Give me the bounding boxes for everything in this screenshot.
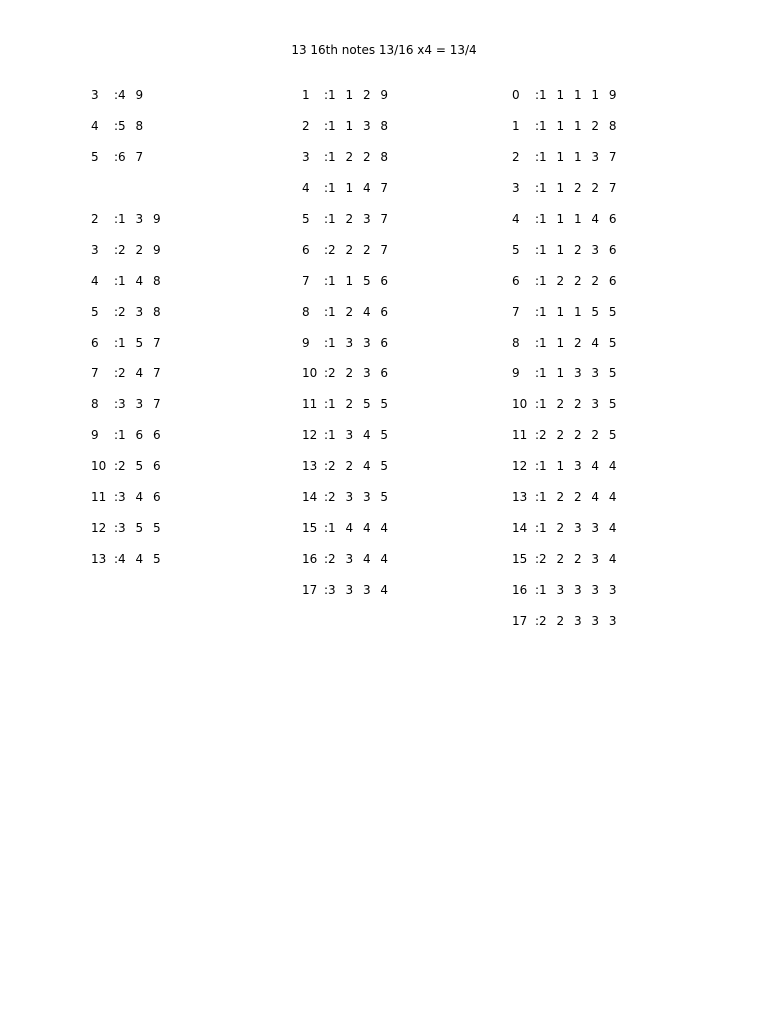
row-number: 15: [302, 521, 318, 536]
row-number: 4: [512, 211, 520, 226]
row-number: 10: [91, 459, 107, 474]
row-partition: :1 1 1 1 9: [535, 88, 617, 102]
list-item: [512, 84, 616, 115]
row-number: 13: [512, 490, 528, 505]
row-partition: :2 3 3 5: [324, 490, 389, 505]
list-item: [302, 486, 388, 517]
row-number: 3: [302, 149, 310, 164]
row-number: 6: [302, 242, 310, 257]
row-partition: :1 1 3 4 4: [535, 459, 617, 474]
list-item: [302, 517, 388, 548]
row-partition: :2 3 8: [114, 304, 161, 319]
row-number: 1: [512, 118, 520, 133]
list-item: [91, 146, 161, 177]
list-item: [512, 486, 616, 517]
list-item: [91, 208, 161, 239]
row-partition: :4 4 5: [114, 552, 161, 567]
row-partition: :3 4 6: [114, 490, 161, 505]
row-partition: :1 2 4 6: [324, 304, 389, 319]
row-partition: :1 2 3 3 4: [535, 521, 617, 536]
list-item: [91, 486, 161, 517]
row-number: 3: [512, 180, 520, 195]
row-partition: :2 2 2 3 4: [535, 552, 617, 567]
list-item: [512, 332, 616, 363]
row-partition: :1 1 2 3 6: [535, 242, 617, 257]
row-partition: :1 4 4 4: [324, 521, 389, 536]
list-item: [302, 146, 388, 177]
row-partition: :1 1 2 2 7: [535, 180, 617, 195]
row-partition: :3 5 5: [114, 521, 161, 536]
row-partition: :1 1 3 8: [324, 118, 389, 133]
row-number: 10: [512, 397, 528, 412]
list-item: [512, 517, 616, 548]
row-number: 13: [302, 459, 318, 474]
row-number: 3: [91, 88, 99, 102]
row-partition: :2 3 4 4: [324, 552, 389, 567]
row-number: 17: [512, 613, 528, 628]
row-number: 5: [512, 242, 520, 257]
list-item: [512, 270, 616, 301]
list-item: [302, 548, 388, 579]
row-number: 6: [91, 335, 99, 350]
row-number: 2: [512, 149, 520, 164]
row-partition: :1 2 3 7: [324, 211, 389, 226]
row-partition: :1 2 2 3 5: [535, 397, 617, 412]
row-number: 7: [302, 273, 310, 288]
row-partition: :1 5 7: [114, 335, 161, 350]
row-partition: :1 2 2 4 4: [535, 490, 617, 505]
list-item: [91, 84, 161, 115]
list-item: [302, 177, 388, 208]
list-item: [512, 548, 616, 579]
row-number: 14: [302, 490, 318, 505]
row-number: 1: [302, 88, 310, 102]
row-partition: :6 7: [114, 149, 144, 164]
row-partition: :1 3 3 6: [324, 335, 389, 350]
row-number: 9: [302, 335, 310, 350]
row-partition: :2 2 2 2 5: [535, 428, 617, 443]
row-number: 15: [512, 552, 528, 567]
row-number: 5: [302, 211, 310, 226]
row-number: 9: [91, 428, 99, 443]
row-number: 6: [512, 273, 520, 288]
row-partition: :1 1 2 9: [324, 88, 389, 102]
list-item: [302, 579, 388, 610]
list-item: [512, 393, 616, 424]
list-item: [91, 548, 161, 579]
list-item: [302, 393, 388, 424]
row-partition: :2 2 9: [114, 242, 161, 257]
list-item: [512, 579, 616, 610]
row-partition: :1 1 4 7: [324, 180, 389, 195]
row-number: 12: [302, 428, 318, 443]
row-number: 11: [91, 490, 107, 505]
row-number: 4: [302, 180, 310, 195]
row-partition: :2 5 6: [114, 459, 161, 474]
row-number: 13: [91, 552, 107, 567]
row-number: 2: [91, 211, 99, 226]
list-item: [91, 115, 161, 146]
row-number: 8: [302, 304, 310, 319]
list-item: [512, 362, 616, 393]
row-number: 11: [302, 397, 318, 412]
list-item: [302, 455, 388, 486]
list-item: [302, 208, 388, 239]
list-item: [512, 146, 616, 177]
row-partition: :3 3 3 4: [324, 583, 389, 597]
list-item: [302, 270, 388, 301]
list-item: [302, 301, 388, 332]
row-number: 17: [302, 583, 318, 597]
row-number: 16: [302, 552, 318, 567]
row-number: 8: [91, 397, 99, 412]
list-item: [512, 208, 616, 239]
row-partition: :1 1 1 4 6: [535, 211, 617, 226]
list-item: [91, 362, 161, 393]
list-item: [91, 270, 161, 301]
row-number: 2: [302, 118, 310, 133]
row-partition: :4 9: [114, 88, 144, 102]
list-item: [302, 239, 388, 270]
row-partition: :1 1 1 5 5: [535, 304, 617, 319]
list-item: [302, 84, 388, 115]
row-partition: :1 1 1 3 7: [535, 149, 617, 164]
row-partition: :2 2 3 6: [324, 366, 389, 381]
row-partition: :2 4 7: [114, 366, 161, 381]
row-partition: :1 2 2 2 6: [535, 273, 617, 288]
list-item: [91, 301, 161, 332]
row-number: 7: [91, 366, 99, 381]
row-partition: :1 1 1 2 8: [535, 118, 617, 133]
page-title: 13 16th notes 13/16 x4 = 13/4: [291, 43, 477, 57]
row-partition: :2 2 3 3 3: [535, 613, 617, 628]
row-number: 9: [512, 366, 520, 381]
list-item: [512, 610, 616, 641]
list-item: [91, 424, 161, 455]
row-partition: :1 4 8: [114, 273, 161, 288]
row-partition: :1 1 5 6: [324, 273, 389, 288]
list-item: [91, 239, 161, 270]
row-number: 3: [91, 242, 99, 257]
list-item: [302, 332, 388, 363]
list-item: [302, 115, 388, 146]
list-item: [91, 517, 161, 548]
row-number: 0: [512, 88, 520, 102]
row-partition: :5 8: [114, 118, 144, 133]
row-partition: :1 6 6: [114, 428, 161, 443]
row-number: 5: [91, 304, 99, 319]
row-number: 14: [512, 521, 528, 536]
partition-column-2: [302, 84, 388, 610]
row-partition: :1 2 2 8: [324, 149, 389, 164]
row-partition: :1 3 3 3 3: [535, 583, 617, 597]
list-item: [512, 239, 616, 270]
row-number: 8: [512, 335, 520, 350]
partition-column-1: [91, 84, 161, 579]
partition-column-3: [512, 84, 616, 641]
row-partition: :1 3 4 5: [324, 428, 389, 443]
row-partition: :1 1 3 3 5: [535, 366, 617, 381]
list-item: [302, 362, 388, 393]
row-partition: :3 3 7: [114, 397, 161, 412]
list-item: [512, 301, 616, 332]
row-number: 11: [512, 428, 528, 443]
row-number: 4: [91, 273, 99, 288]
list-item: [91, 332, 161, 363]
row-partition: :1 2 5 5: [324, 397, 389, 412]
list-item: [512, 455, 616, 486]
row-number: 12: [91, 521, 107, 536]
row-partition: :2 2 4 5: [324, 459, 389, 474]
row-partition: :1 1 2 4 5: [535, 335, 617, 350]
list-item: [91, 393, 161, 424]
list-item: [512, 424, 616, 455]
row-partition: :2 2 2 7: [324, 242, 389, 257]
list-item: [302, 424, 388, 455]
list-item: [512, 115, 616, 146]
row-number: 5: [91, 149, 99, 164]
row-number: 10: [302, 366, 318, 381]
row-partition: :1 3 9: [114, 211, 161, 226]
row-number: 12: [512, 459, 528, 474]
row-number: 4: [91, 118, 99, 133]
row-number: 7: [512, 304, 520, 319]
row-number: 16: [512, 583, 528, 597]
list-item: [91, 455, 161, 486]
list-item: [512, 177, 616, 208]
